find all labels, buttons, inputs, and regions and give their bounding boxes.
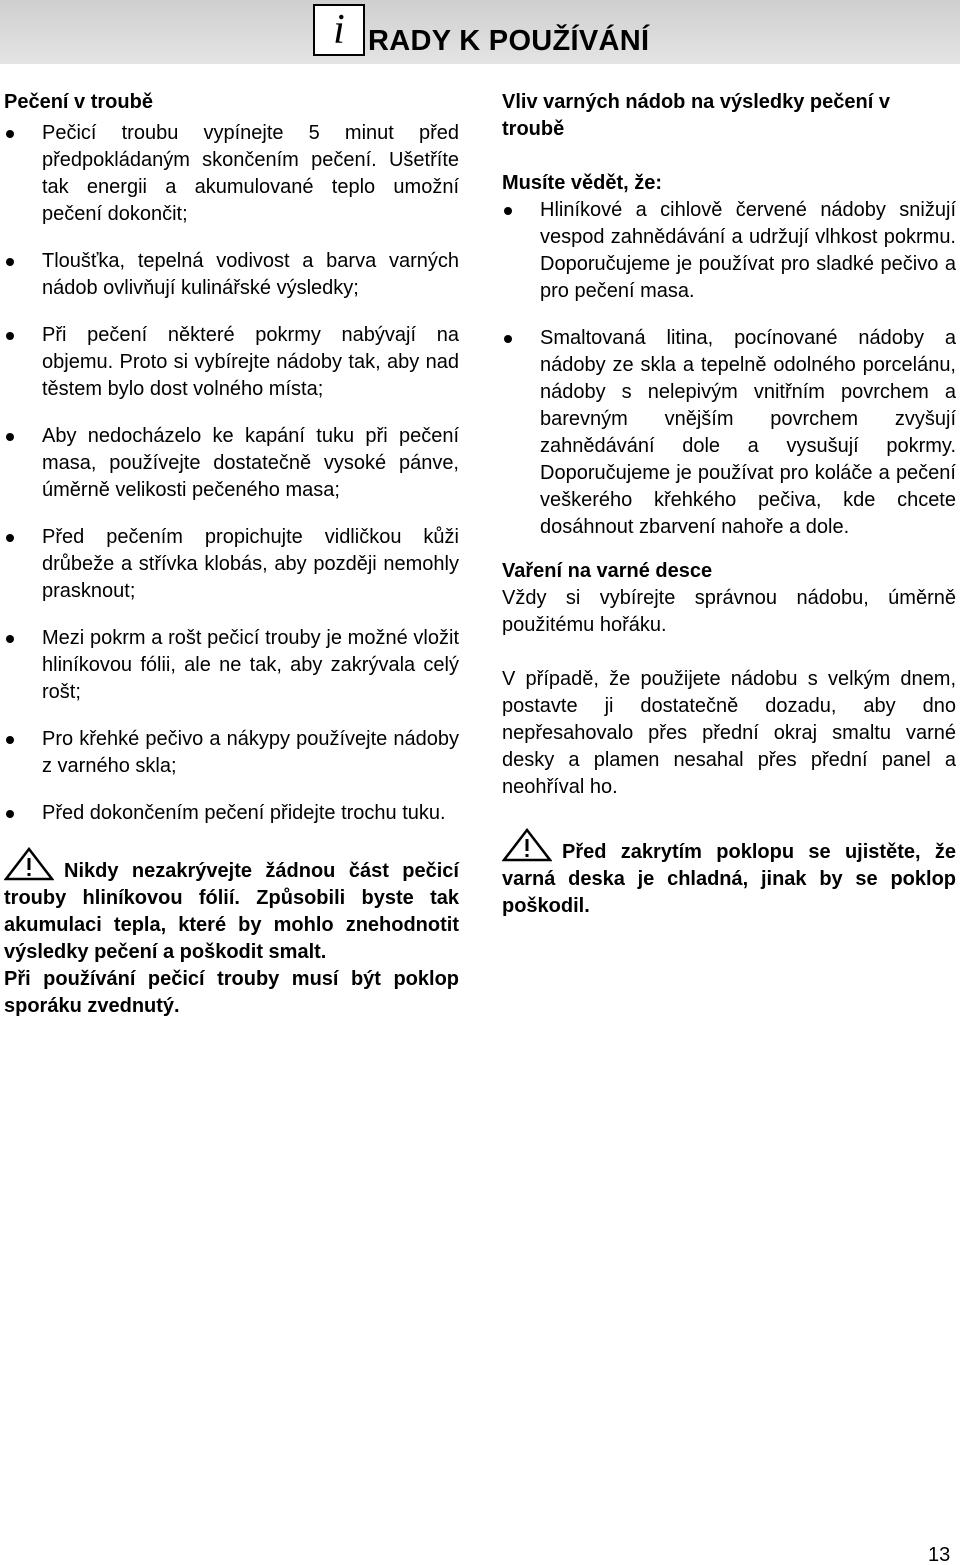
info-icon-glyph: i — [333, 7, 345, 53]
section-heading-hob: Vaření na varné desce — [502, 560, 713, 582]
list-item: Pečicí troubu vypínejte 5 minut před předpokládaným skončením pečení. Ušetříte tak energii a akumulované teplo umožní pečení dokončit; — [4, 120, 459, 228]
warning-foil — [4, 847, 459, 966]
warning-foil-text: Nikdy nezakrývejte žádnou část pečicí trouby hliníkovou fólií. Způsobili byste tak akumulaci tepla, které by mohlo znehodnotit výsledky pečení a poškodit smalt. — [4, 860, 459, 963]
page-title: RADY K POUŽÍVÁNÍ — [368, 25, 650, 57]
list-item: Smaltovaná litina, pocínované nádoby a nádoby ze skla a tepelně odolného porcelánu, nádoby s nelepivým vnitřním povrchem a barevným vnějším povrchem zvyšují zahnědávání dole a vysušují pokrmy. Doporučujeme je používat pro koláče a pečení veškerého křehkého pečiva, kde chcete dosáhnout zbarvení nahoře a dole. — [502, 325, 956, 541]
right-bullet-list — [502, 197, 956, 541]
list-item: Mezi pokrm a rošt pečicí trouby je možné vložit hliníkovou fólii, ale ne tak, aby zakrývala celý rošt; — [4, 625, 459, 706]
list-item: Aby nedocházelo ke kapání tuku při pečení masa, používejte dostatečně vysoké pánve, úměrně velikosti pečeného masa; — [4, 423, 459, 504]
list-item: Pro křehké pečivo a nákypy používejte nádoby z varného skla; — [4, 726, 459, 780]
page-number: 13 — [928, 1544, 951, 1565]
list-item: Před pečením propichujte vidličkou kůži drůbeže a střívka klobás, aby později nemohly prasknout; — [4, 524, 459, 605]
list-item: Tloušťka, tepelná vodivost a barva varných nádob ovlivňují kulinářské výsledky; — [4, 248, 459, 302]
list-item: Před dokončením pečení přidejte trochu tuku. — [4, 800, 459, 827]
hob-paragraph-1: Vždy si vybírejte správnou nádobu, úměrně použitému hořáku. — [502, 587, 956, 636]
note-lid: Při používání pečicí trouby musí být poklop sporáku zvednutý. — [4, 968, 459, 1017]
section-heading-oven-baking: Pečení v troubě — [4, 91, 153, 113]
info-icon — [313, 4, 365, 56]
section-heading-cookware: Vliv varných nádob na výsledky pečení v troubě — [502, 91, 890, 140]
left-bullet-list — [4, 120, 459, 827]
left-column — [4, 86, 459, 1020]
right-column — [502, 86, 956, 920]
list-item: Hliníkové a cihlově červené nádoby snižují vespod zahnědávání a udržují vlhkost pokrmu. Doporučujeme je používat pro sladké pečivo a pro pečení masa. — [502, 197, 956, 305]
warning-lid — [502, 828, 956, 920]
warning-triangle-icon — [4, 847, 54, 881]
warning-triangle-icon — [502, 828, 552, 862]
warning-lid-text: Před zakrytím poklopu se ujistěte, že varná deska je chladná, jinak by se poklop poškodil. — [502, 841, 956, 917]
hob-paragraph-2: V případě, že použijete nádobu s velkým dnem, postavte ji dostatečně dozadu, aby dno nepřesahovalo přes přední okraj smaltu varné desky a plamen nesahal přes přední panel a neohříval ho. — [502, 668, 956, 798]
list-item: Při pečení některé pokrmy nabývají na objemu. Proto si vybírejte nádoby tak, aby nad těstem bylo dost volného místa; — [4, 322, 459, 403]
subheading-you-should-know: Musíte vědět, že: — [502, 172, 663, 194]
